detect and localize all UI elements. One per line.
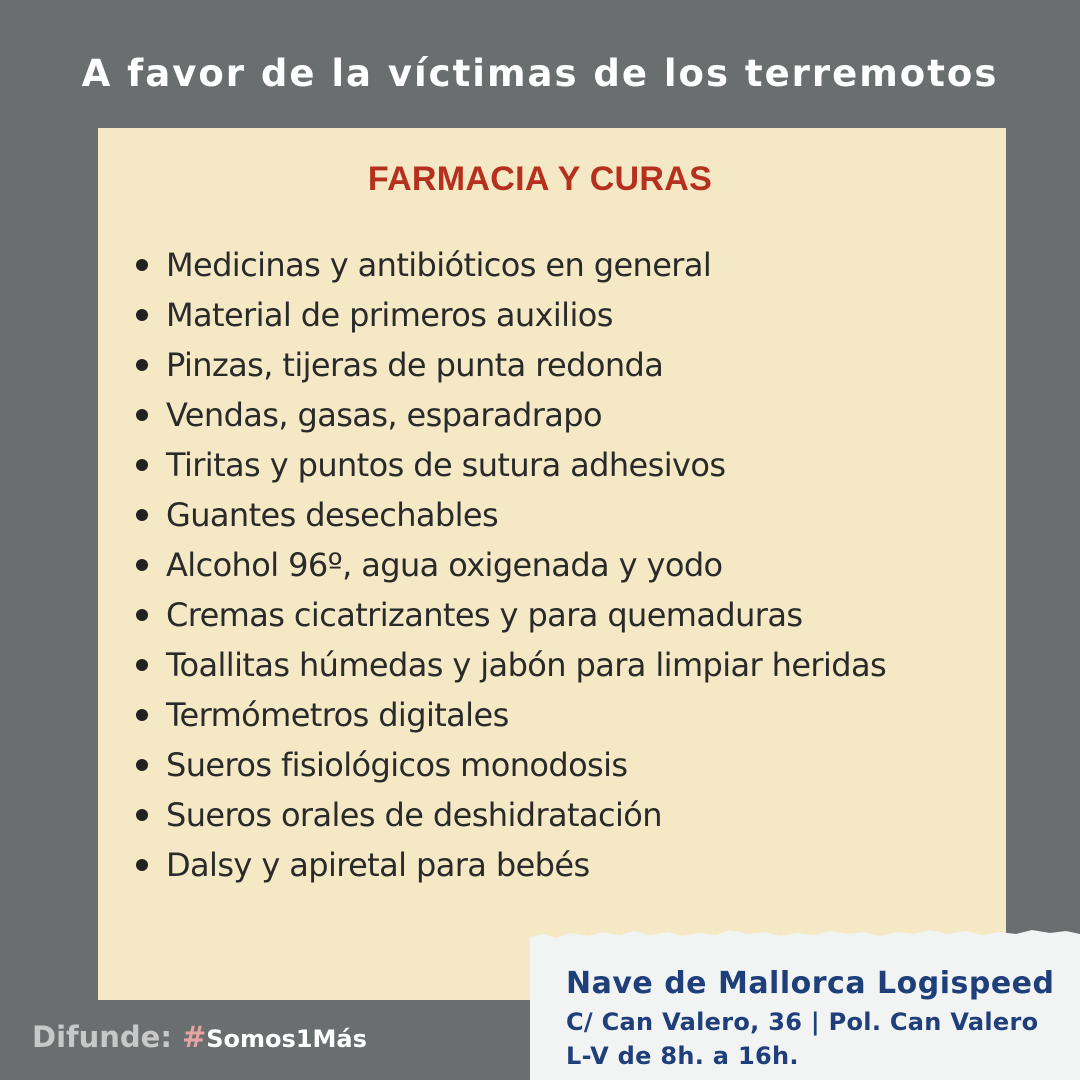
location-card <box>530 940 1080 1080</box>
list-item <box>132 440 886 490</box>
list-item-text: Pinzas, tijeras de punta redonda <box>166 346 664 384</box>
list-item-text: Alcohol 96º, agua oxigenada y yodo <box>166 546 723 584</box>
list-item <box>132 340 886 390</box>
list-item-text: Toallitas húmedas y jabón para limpiar heridas <box>166 646 887 684</box>
bullet-icon <box>136 259 148 271</box>
bullet-icon <box>136 309 148 321</box>
supply-list <box>132 240 886 890</box>
location-address: C/ Can Valero, 36 | Pol. Can Valero <box>566 1008 1039 1036</box>
list-item-text: Cremas cicatrizantes y para quemaduras <box>166 596 803 634</box>
list-item <box>132 490 886 540</box>
list-item <box>132 390 886 440</box>
list-item <box>132 540 886 590</box>
list-item-text: Tiritas y puntos de sutura adhesivos <box>166 446 726 484</box>
footer-label: Difunde: <box>32 1020 172 1054</box>
list-item <box>132 640 886 690</box>
location-name: Nave de Mallorca Logispeed <box>566 966 1055 1001</box>
page-title: A favor de la víctimas de los terremotos <box>81 52 999 95</box>
list-item-text: Material de primeros auxilios <box>166 296 613 334</box>
hashtag-text: Somos1Más <box>206 1025 367 1053</box>
footer-hashtag <box>32 1020 367 1054</box>
bullet-icon <box>136 509 148 521</box>
bullet-icon <box>136 409 148 421</box>
list-item <box>132 690 886 740</box>
bullet-icon <box>136 709 148 721</box>
bullet-icon <box>136 609 148 621</box>
bullet-icon <box>136 659 148 671</box>
list-item-text: Termómetros digitales <box>166 696 509 734</box>
torn-paper-edge <box>530 926 1080 942</box>
list-item-text: Sueros orales de deshidratación <box>166 796 662 834</box>
list-item-text: Sueros fisiológicos monodosis <box>166 746 628 784</box>
list-item <box>132 790 886 840</box>
list-item-text: Dalsy y apiretal para bebés <box>166 846 590 884</box>
bullet-icon <box>136 359 148 371</box>
bullet-icon <box>136 759 148 771</box>
list-item-text: Vendas, gasas, esparadrapo <box>166 396 602 434</box>
list-item <box>132 840 886 890</box>
hash-symbol: # <box>181 1020 207 1054</box>
location-hours: L-V de 8h. a 16h. <box>566 1042 799 1070</box>
bullet-icon <box>136 459 148 471</box>
list-item-text: Guantes desechables <box>166 496 499 534</box>
list-item <box>132 740 886 790</box>
list-item <box>132 590 886 640</box>
bullet-icon <box>136 809 148 821</box>
list-item <box>132 240 886 290</box>
list-item-text: Medicinas y antibióticos en general <box>166 246 712 284</box>
list-item <box>132 290 886 340</box>
bullet-icon <box>136 859 148 871</box>
section-heading: FARMACIA Y CURAS <box>367 160 713 198</box>
bullet-icon <box>136 559 148 571</box>
